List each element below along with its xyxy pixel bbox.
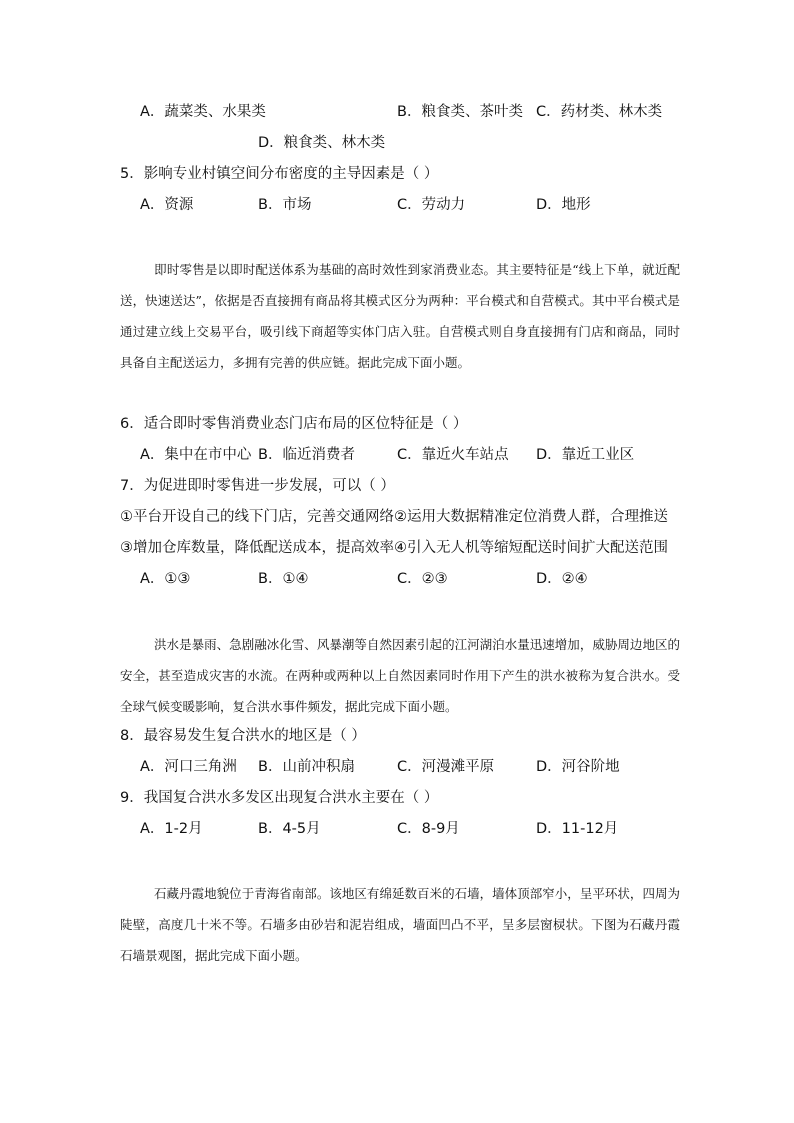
q8-option-b: B．山前冲积扇 <box>258 759 355 775</box>
passage-instant-retail <box>120 254 680 378</box>
q6-option-a: A．集中在市中心 <box>140 447 252 463</box>
q5-option-a: A．资源 <box>140 197 194 213</box>
q4-option-a: A．蔬菜类、水果类 <box>140 104 266 120</box>
q7-stem: 7．为促进即时零售进一步发展，可以（ ） <box>120 478 395 494</box>
q8-stem: 8．最容易发生复合洪水的地区是（ ） <box>120 728 366 744</box>
q8-option-c: C．河漫滩平原 <box>397 759 495 775</box>
q9-option-b: B．4-5月 <box>258 821 321 837</box>
q7-option-b: B．①④ <box>258 571 309 587</box>
passage-danxia-landform-text: 石藏丹霞地貌位于青海省南部。该地区有绵延数百米的石墙，墙体顶部窄小，呈平环状，四周为陡壁，高度几十米不等。石墙多由砂岩和泥岩组成，墙面凹凸不平，呈多层窗棂状。下图为石藏丹霞石墙景观图，据此完成下面小题。 <box>120 886 680 963</box>
q4-option-b: B．粮食类、茶叶类 <box>397 104 523 120</box>
q9-option-c: C．8-9月 <box>397 821 460 837</box>
q9-option-a: A．1-2月 <box>140 821 203 837</box>
q4-option-c: C．药材类、林木类 <box>536 104 663 120</box>
q8-option-a: A．河口三角洲 <box>140 759 237 775</box>
q5-option-c: C．劳动力 <box>397 197 466 213</box>
q6-option-d: D．靠近工业区 <box>536 447 635 463</box>
q9-stem: 9．我国复合洪水多发区出现复合洪水主要在（ ） <box>120 790 439 806</box>
q6-option-b: B．临近消费者 <box>258 447 355 463</box>
passage-instant-retail-text: 即时零售是以即时配送体系为基础的高时效性到家消费业态。其主要特征是“线上下单，就近配送，快速送达”，依据是否直接拥有商品将其模式区分为两种：平台模式和自营模式。其中平台模式是通过建立线上交易平台，吸引线下商超等实体门店入驻。自营模式则自身直接拥有门店和商品，同时具备自主配送运力，多拥有完善的供应链。据此完成下面小题。 <box>120 262 680 370</box>
q6-option-c: C．靠近火车站点 <box>397 447 509 463</box>
q5-option-b: B．市场 <box>258 197 312 213</box>
q4-option-d: D．粮食类、林木类 <box>258 135 386 151</box>
q9-option-d: D．11-12月 <box>536 821 619 837</box>
q7-option-c: C．②③ <box>397 571 448 587</box>
q7-option-d: D．②④ <box>536 571 588 587</box>
q7-statements-3-4: ③增加仓库数量，降低配送成本，提高效率④引入无人机等缩短配送时间扩大配送范围 <box>120 540 668 556</box>
q6-stem: 6．适合即时零售消费业态门店布局的区位特征是（ ） <box>120 416 468 432</box>
q5-stem: 5．影响专业村镇空间分布密度的主导因素是（ ） <box>120 166 439 182</box>
passage-compound-flood-text: 洪水是暴雨、急剧融冰化雪、风暴潮等自然因素引起的江河湖泊水量迅速增加，威胁周边地区的安全，甚至造成灾害的水流。在两种或两种以上自然因素同时作用下产生的洪水被称为复合洪水。受全球气候变暖影响，复合洪水事件频发，据此完成下面小题。 <box>120 637 680 714</box>
q5-option-d: D．地形 <box>536 197 591 213</box>
q7-option-a: A．①③ <box>140 571 191 587</box>
passage-compound-flood <box>120 629 680 722</box>
q8-option-d: D．河谷阶地 <box>536 759 620 775</box>
q7-statements-1-2: ①平台开设自己的线下门店，完善交通网络②运用大数据精准定位消费人群，合理推送 <box>120 509 668 525</box>
passage-danxia-landform <box>120 878 680 971</box>
